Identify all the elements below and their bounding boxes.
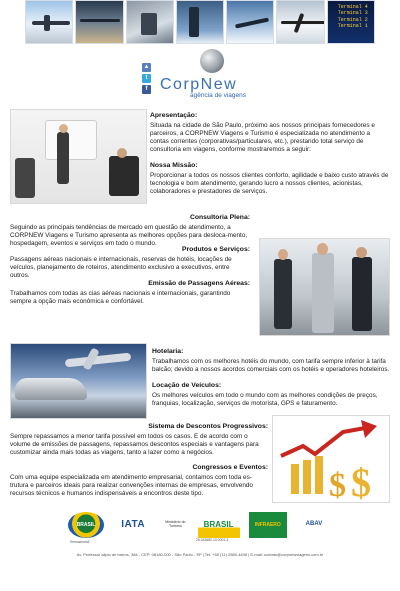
section-body: Com uma equipe especializada em atendimento empresarial, contamos com toda es-trutura e parceiros ideais para realizar convenções internas de empresas, envolvendo recursos técnicos e humanos indispensáveis a encontros deste tipo. xyxy=(10,473,253,498)
section-body: Situada na cidade de São Paulo, próximo aos nossos principais fornecedores e parceiros, a CORPNEW Viagens e Turismo é especializada no atendimento a contas correntes (corporativas/particulares, etc.), prestando total serviço de consultoria em viagens, conforme mostraremos a seguir: xyxy=(150,121,375,154)
hotelaria-section xyxy=(152,348,390,374)
congressos-section xyxy=(10,464,268,498)
section-body: Seguindo as principais tendências de mercado em questão de atendimento, a CORPNEW Viagens e Turismo apresenta as melhores opções para desloca-mento, hospedagem, eventos e serviços em todo o mundo. xyxy=(10,223,248,248)
locacao-section xyxy=(152,382,390,408)
luggage-photo xyxy=(126,0,174,44)
globe-icon xyxy=(200,49,224,73)
logo-tagline: agência de viagens xyxy=(190,92,247,99)
departure-board-line: Terminal 4 xyxy=(337,4,368,10)
embratur-logo: BRASIL xyxy=(198,512,240,538)
brasil-caption: Sensacional! xyxy=(70,540,90,544)
section-body: Trabalhamos com os melhores hotéis do mundo, com tarifa sempre inferior à tarifa balcão; devido a nossos acordos comerciais com os hotéis e operadores hoteleiros. xyxy=(152,357,390,373)
svg-text:$: $ xyxy=(351,460,371,503)
airport-runway-photo xyxy=(75,0,123,44)
departure-board-line: Terminal 1 xyxy=(337,23,368,30)
social-links xyxy=(142,63,151,94)
section-title: Emissão de Passagens Aéreas: xyxy=(148,280,250,287)
business-travelers-photo xyxy=(259,238,390,336)
svg-text:$: $ xyxy=(329,467,346,503)
section-title: Consultoria Plena: xyxy=(189,214,250,221)
plane-and-car-photo xyxy=(10,343,147,419)
header-photo-strip xyxy=(25,0,375,44)
brasil-sensacional-logo: BRASIL xyxy=(68,512,104,538)
logo-name: CorpNew xyxy=(160,76,238,93)
section-title: Apresentação: xyxy=(150,112,198,119)
emissao-section xyxy=(10,280,250,306)
descontos-section xyxy=(10,423,268,457)
section-title: Hotelaria: xyxy=(152,348,184,355)
infraero-logo: INFRAERO xyxy=(249,512,287,538)
business-meeting-photo xyxy=(10,109,147,204)
abav-logo: ABAV xyxy=(305,521,323,528)
plane-takeoff-photo xyxy=(226,0,274,44)
section-title: Nossa Missão: xyxy=(150,162,198,169)
embratur-caption: 26.043680.10.0001-3 xyxy=(196,538,229,542)
departure-board-line: Terminal 2 xyxy=(337,16,368,23)
iata-logo: IATA xyxy=(121,518,146,530)
section-body: Trabalhamos com todas as cias aéreas nacionais e internacionais, garantindo sempre a opção mais econômica e confortável. xyxy=(10,289,231,305)
section-title: Locação de Veículos: xyxy=(152,382,222,389)
plane-flying-photo xyxy=(276,0,324,44)
ministerio-turismo-logo: Ministério do Turismo xyxy=(165,520,186,528)
section-title: Congressos e Eventos: xyxy=(192,464,268,471)
missao-section xyxy=(150,162,390,196)
departure-board-photo xyxy=(327,0,375,44)
plane-tail-photo xyxy=(176,0,224,44)
section-title: Produtos e Serviços: xyxy=(182,246,250,253)
section-body: Os melhores veículos em todo o mundo com as melhores condições de preços, franquias, localização, serviços de motorista, GPS e faturamento. xyxy=(152,391,378,407)
produtos-section xyxy=(10,246,250,280)
facebook-icon[interactable]: f xyxy=(142,85,151,94)
consultoria-section xyxy=(10,214,250,248)
section-body: Proporcionar a todos os nossos clientes conforto, agilidade e baixo custo através de tecnologia e bom atendimento, gerando lucro a nossos clientes, acionistas, colaboradores e prestadores de serviços. xyxy=(150,171,389,196)
departure-board-line: Terminal 3 xyxy=(337,10,368,17)
plane-wing-photo xyxy=(25,0,73,44)
like-icon[interactable]: ▲ xyxy=(143,64,150,70)
section-title: Sistema de Descontos Progressivos: xyxy=(148,423,268,430)
apresentacao-section xyxy=(150,112,390,154)
section-body: Sempre repassamos a menor tarifa possível em todos os casos. E de acordo com o volume de emissões de passagens, repassamos descontos especiais e vantagens para customizar ainda mais todas as viagens, tanto a lazer como a negócios. xyxy=(10,432,259,457)
footer-address: Av. Professor alipio de barros, 384 - CEP: 08180-000 - São Paulo - SP | Tel: +55 (11) 2585-4408 | E-mail: contato@corpnewviagens.com.br xyxy=(76,552,324,557)
money-growth-photo xyxy=(272,415,390,503)
twitter-icon[interactable]: t xyxy=(142,74,151,83)
growth-arrow-icon xyxy=(273,416,390,503)
section-body: Passagens aéreas nacionais e internacionais, reservas de hotéis, locações de veículos, planejamento de roteiros, atendimento exclusivo a executivos, entre outros. xyxy=(10,255,232,280)
partner-logos xyxy=(68,510,332,540)
